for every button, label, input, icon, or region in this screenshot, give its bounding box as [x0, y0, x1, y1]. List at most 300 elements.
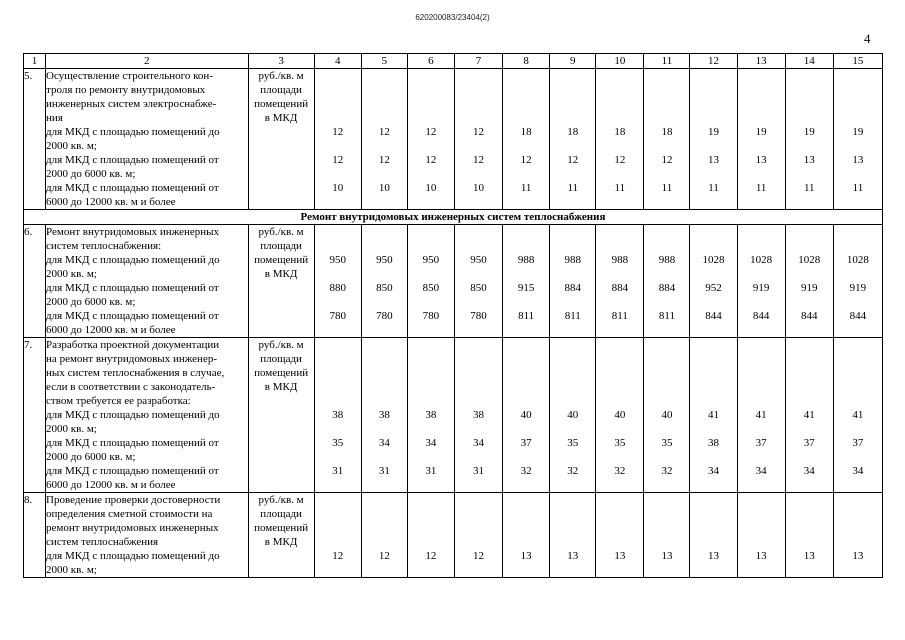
value-line: 34 — [378, 437, 390, 449]
value-line — [786, 323, 833, 337]
value-line — [408, 450, 454, 464]
header-cell: 13 — [737, 54, 785, 69]
value-line — [738, 478, 785, 492]
value-line — [690, 478, 736, 492]
value-line: 34 — [803, 465, 815, 477]
value-cell — [596, 493, 644, 578]
value-line — [690, 111, 736, 125]
value-cell — [690, 225, 737, 338]
value-line — [362, 563, 407, 577]
table-row — [24, 69, 883, 210]
value-line — [644, 167, 689, 181]
value-line — [596, 111, 643, 125]
value-line — [738, 97, 785, 111]
value-line — [315, 338, 361, 352]
value-line — [738, 323, 785, 337]
header-cell: 1 — [24, 54, 46, 69]
header-cell: 14 — [785, 54, 833, 69]
value-line — [315, 366, 361, 380]
value-cell — [503, 69, 550, 210]
value-line — [550, 338, 595, 352]
value-cell — [737, 69, 785, 210]
value-cell — [503, 225, 550, 338]
table-row — [24, 493, 883, 578]
value-line — [455, 394, 502, 408]
value-line — [596, 69, 643, 83]
value-line — [362, 267, 407, 281]
value-line: 12 — [378, 126, 390, 138]
value-line — [596, 83, 643, 97]
value-line: 37 — [803, 437, 815, 449]
value-line: 41 — [852, 409, 864, 421]
value-line — [362, 422, 407, 436]
unit-line: площади — [260, 353, 302, 365]
value-line — [644, 380, 689, 394]
value-line — [738, 450, 785, 464]
value-line: 41 — [803, 409, 815, 421]
description-line: для МКД с площадью помещений от — [46, 182, 219, 194]
value-line: 919 — [849, 282, 867, 294]
value-line — [503, 478, 549, 492]
value-line — [408, 507, 454, 521]
value-line — [362, 535, 407, 549]
value-line — [834, 195, 882, 209]
unit-line: в МКД — [264, 112, 298, 124]
value-line — [644, 69, 689, 83]
row-number: 6. — [24, 225, 46, 338]
value-line — [503, 267, 549, 281]
value-line — [786, 267, 833, 281]
description-line: 2000 кв. м; — [46, 268, 97, 280]
value-line — [596, 167, 643, 181]
value-line — [596, 225, 643, 239]
value-line: 11 — [708, 182, 719, 194]
value-cell — [314, 225, 361, 338]
value-line — [834, 167, 882, 181]
value-line: 950 — [422, 254, 440, 266]
value-line — [690, 295, 736, 309]
value-line — [408, 139, 454, 153]
value-line: 884 — [658, 282, 676, 294]
page-number: 4 — [864, 31, 871, 46]
value-line: 13 — [852, 154, 864, 166]
unit-cell — [248, 493, 314, 578]
value-line — [503, 69, 549, 83]
value-line: 988 — [564, 254, 581, 266]
value-line — [315, 323, 361, 337]
description-line: систем теплоснабжения — [46, 536, 159, 548]
value-line — [738, 352, 785, 366]
value-line — [644, 338, 689, 352]
unit-line: помещений — [254, 98, 309, 110]
value-line: 12 — [661, 154, 673, 166]
value-line — [596, 478, 643, 492]
unit-line: помещений — [254, 522, 309, 534]
value-line: 32 — [567, 465, 579, 477]
value-line — [455, 563, 502, 577]
value-line — [503, 167, 549, 181]
value-line: 780 — [422, 310, 440, 322]
value-line: 12 — [425, 550, 437, 562]
value-line — [596, 535, 643, 549]
value-line — [503, 493, 549, 507]
value-line — [690, 521, 736, 535]
value-line: 19 — [755, 126, 767, 138]
value-line — [550, 323, 595, 337]
value-line — [315, 380, 361, 394]
value-cell — [596, 225, 644, 338]
value-line — [690, 195, 736, 209]
value-line: 37 — [755, 437, 767, 449]
row-description — [46, 338, 248, 493]
value-line — [786, 352, 833, 366]
header-cell: 9 — [550, 54, 596, 69]
value-line — [738, 267, 785, 281]
value-line: 12 — [473, 154, 485, 166]
value-line — [644, 239, 689, 253]
value-line: 34 — [755, 465, 767, 477]
value-line — [455, 338, 502, 352]
row-number: 5. — [24, 69, 46, 210]
value-line — [644, 422, 689, 436]
value-line: 780 — [329, 310, 346, 322]
value-line: 844 — [849, 310, 867, 322]
value-line — [786, 83, 833, 97]
value-line — [503, 380, 549, 394]
value-line — [786, 394, 833, 408]
value-line — [455, 295, 502, 309]
value-line: 10 — [332, 182, 344, 194]
value-line: 11 — [520, 182, 532, 194]
value-line: 12 — [425, 154, 437, 166]
value-line — [738, 69, 785, 83]
value-line: 12 — [567, 154, 579, 166]
description-line: Разработка проектной документации — [46, 339, 220, 351]
table-row — [24, 225, 883, 338]
value-line — [315, 563, 361, 577]
value-line — [834, 478, 882, 492]
value-line — [738, 295, 785, 309]
value-cell — [361, 493, 407, 578]
value-line — [690, 394, 736, 408]
value-line — [550, 225, 595, 239]
value-cell — [833, 338, 882, 493]
value-line — [596, 239, 643, 253]
header-cell: 2 — [46, 54, 248, 69]
value-line: 12 — [473, 126, 485, 138]
value-line — [738, 83, 785, 97]
value-line — [362, 507, 407, 521]
description-line: Осуществление строительного кон- — [46, 70, 213, 82]
value-line — [596, 295, 643, 309]
value-line — [503, 97, 549, 111]
value-line — [455, 267, 502, 281]
value-line — [362, 295, 407, 309]
value-line — [503, 563, 549, 577]
value-line — [315, 195, 361, 209]
value-line: 12 — [520, 154, 532, 166]
value-line — [644, 394, 689, 408]
value-line — [315, 167, 361, 181]
value-line: 31 — [332, 465, 344, 477]
value-line: 11 — [755, 182, 767, 194]
value-line — [690, 366, 736, 380]
value-line — [362, 195, 407, 209]
value-line — [503, 366, 549, 380]
value-line: 780 — [376, 310, 393, 322]
value-line — [834, 267, 882, 281]
value-cell — [314, 338, 361, 493]
description-line: для МКД с площадью помещений до — [46, 409, 220, 421]
value-line — [690, 83, 736, 97]
description-line: инженерных систем электроснабже- — [46, 98, 217, 110]
value-line — [596, 323, 643, 337]
value-line — [690, 507, 736, 521]
value-line — [786, 97, 833, 111]
value-line — [644, 450, 689, 464]
value-line: 12 — [473, 550, 485, 562]
value-cell — [644, 493, 690, 578]
value-line — [834, 323, 882, 337]
value-line: 38 — [378, 409, 390, 421]
value-line — [644, 83, 689, 97]
value-line — [738, 521, 785, 535]
unit-line: помещений — [254, 254, 309, 266]
value-line — [362, 352, 407, 366]
value-line — [455, 139, 502, 153]
value-line — [362, 478, 407, 492]
description-line: 6000 до 12000 кв. м и более — [46, 324, 176, 336]
row-description — [46, 493, 248, 578]
value-line — [596, 521, 643, 535]
value-line — [834, 380, 882, 394]
value-line — [503, 450, 549, 464]
value-line — [362, 97, 407, 111]
value-line: 950 — [470, 254, 487, 266]
value-line — [834, 366, 882, 380]
value-line — [455, 450, 502, 464]
value-cell — [737, 493, 785, 578]
value-line — [362, 69, 407, 83]
value-line — [408, 111, 454, 125]
description-line: для МКД с площадью помещений от — [46, 154, 219, 166]
value-line: 13 — [803, 550, 815, 562]
value-line — [503, 338, 549, 352]
value-line — [738, 139, 785, 153]
value-line — [596, 352, 643, 366]
value-line: 12 — [378, 154, 390, 166]
value-line — [315, 521, 361, 535]
value-line: 10 — [378, 182, 390, 194]
value-line — [834, 507, 882, 521]
value-line: 12 — [332, 154, 344, 166]
value-line: 18 — [614, 126, 626, 138]
value-line — [315, 394, 361, 408]
value-line — [690, 563, 736, 577]
value-line — [550, 394, 595, 408]
value-line — [550, 83, 595, 97]
value-line — [408, 239, 454, 253]
value-line — [503, 195, 549, 209]
value-line — [786, 69, 833, 83]
value-line — [408, 493, 454, 507]
value-line: 850 — [470, 282, 487, 294]
value-line: 880 — [329, 282, 346, 294]
value-line — [644, 97, 689, 111]
value-line: 10 — [473, 182, 485, 194]
value-line — [834, 422, 882, 436]
value-line: 41 — [755, 409, 767, 421]
value-line — [362, 450, 407, 464]
value-line — [596, 139, 643, 153]
value-line — [408, 366, 454, 380]
value-line — [644, 352, 689, 366]
value-line: 988 — [517, 254, 535, 266]
value-line — [834, 352, 882, 366]
value-line — [596, 195, 643, 209]
value-line — [738, 338, 785, 352]
description-line: Ремонт внутридомовых инженерных — [46, 226, 220, 238]
value-line — [738, 366, 785, 380]
value-line — [503, 83, 549, 97]
value-line: 811 — [518, 310, 535, 322]
value-cell — [596, 69, 644, 210]
value-line — [408, 394, 454, 408]
header-cell: 12 — [690, 54, 737, 69]
value-line: 1028 — [750, 254, 773, 266]
description-line: систем теплоснабжения: — [46, 240, 162, 252]
value-line: 32 — [661, 465, 673, 477]
value-cell — [454, 69, 502, 210]
value-line — [455, 225, 502, 239]
row-description — [46, 69, 248, 210]
header-cell: 6 — [407, 54, 454, 69]
value-line — [786, 338, 833, 352]
value-line — [738, 239, 785, 253]
value-line — [834, 493, 882, 507]
value-line — [408, 535, 454, 549]
value-cell — [690, 338, 737, 493]
value-line — [550, 139, 595, 153]
value-line — [690, 380, 736, 394]
description-line: для МКД с площадью помещений от — [46, 465, 219, 477]
value-line — [690, 535, 736, 549]
value-line — [644, 267, 689, 281]
value-line — [362, 225, 407, 239]
value-line — [408, 83, 454, 97]
value-line — [503, 323, 549, 337]
value-line — [550, 422, 595, 436]
description-line: 6000 до 12000 кв. м и более — [46, 479, 176, 491]
value-line — [834, 225, 882, 239]
value-line — [503, 352, 549, 366]
value-line — [644, 139, 689, 153]
value-line: 13 — [755, 550, 767, 562]
value-line — [408, 563, 454, 577]
value-line: 1028 — [702, 254, 725, 266]
description-line: троля по ремонту внутридомовых — [46, 84, 206, 96]
value-line: 12 — [425, 126, 437, 138]
value-line: 40 — [520, 409, 532, 421]
value-cell — [644, 225, 690, 338]
header-cell: 3 — [248, 54, 314, 69]
value-line — [550, 493, 595, 507]
value-line — [690, 139, 736, 153]
tariff-table — [23, 53, 883, 578]
value-line — [596, 507, 643, 521]
description-line: 2000 кв. м; — [46, 564, 97, 576]
value-line — [315, 352, 361, 366]
unit-line: руб./кв. м — [258, 339, 304, 351]
value-line — [362, 394, 407, 408]
value-cell — [690, 69, 737, 210]
value-line — [738, 394, 785, 408]
value-cell — [361, 225, 407, 338]
description-line: Проведение проверки достоверности — [46, 494, 221, 506]
value-line — [738, 111, 785, 125]
value-line — [786, 139, 833, 153]
value-line — [786, 521, 833, 535]
unit-cell — [248, 338, 314, 493]
value-line: 811 — [611, 310, 628, 322]
value-line — [362, 139, 407, 153]
unit-cell — [248, 69, 314, 210]
value-line: 13 — [708, 154, 720, 166]
value-line — [408, 323, 454, 337]
value-line — [834, 394, 882, 408]
value-cell — [690, 493, 737, 578]
value-line — [408, 295, 454, 309]
row-description — [46, 225, 248, 338]
value-line: 950 — [329, 254, 346, 266]
row-number: 8. — [24, 493, 46, 578]
value-cell — [644, 69, 690, 210]
value-line: 988 — [611, 254, 629, 266]
value-line: 844 — [752, 310, 770, 322]
value-line: 35 — [567, 437, 579, 449]
value-line — [644, 563, 689, 577]
value-line — [786, 167, 833, 181]
value-line — [834, 338, 882, 352]
value-line — [455, 69, 502, 83]
value-line — [408, 380, 454, 394]
value-line: 1028 — [846, 254, 869, 266]
unit-line: площади — [260, 240, 302, 252]
value-line: 31 — [378, 465, 390, 477]
unit-line: площади — [260, 84, 302, 96]
value-line: 811 — [658, 310, 675, 322]
description-line: для МКД с площадью помещений до — [46, 254, 220, 266]
value-line — [455, 366, 502, 380]
value-line: 11 — [614, 182, 626, 194]
unit-line: помещений — [254, 367, 309, 379]
unit-line: в МКД — [264, 381, 298, 393]
value-line: 11 — [803, 182, 815, 194]
value-line: 34 — [425, 437, 437, 449]
value-line: 19 — [803, 126, 815, 138]
value-line — [644, 111, 689, 125]
value-line: 13 — [520, 550, 532, 562]
value-line — [408, 521, 454, 535]
description-line: 2000 кв. м; — [46, 140, 97, 152]
value-line: 915 — [517, 282, 535, 294]
value-line: 850 — [422, 282, 440, 294]
value-line — [315, 139, 361, 153]
value-line — [408, 478, 454, 492]
value-line — [834, 97, 882, 111]
header-row — [24, 54, 883, 69]
value-line: 35 — [614, 437, 626, 449]
